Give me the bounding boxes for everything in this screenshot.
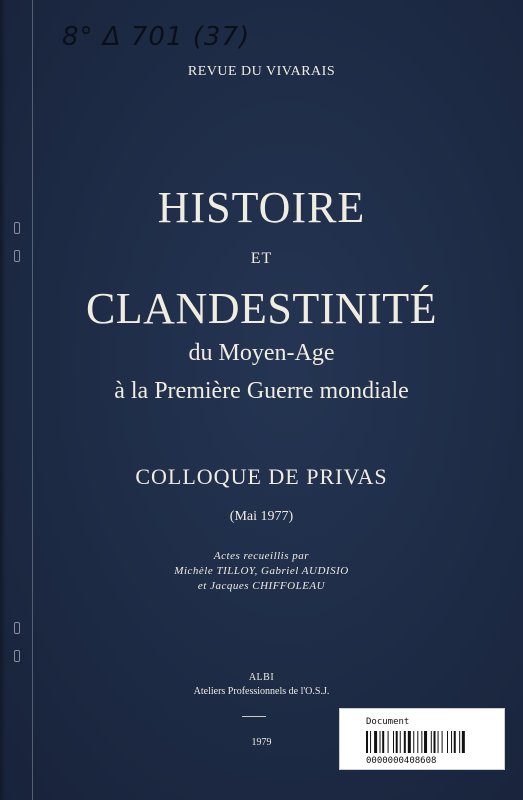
divider bbox=[242, 716, 266, 717]
barcode-bar bbox=[366, 731, 368, 753]
library-barcode-label bbox=[339, 708, 505, 770]
binding-hole-icon bbox=[14, 622, 20, 634]
barcode-bar bbox=[459, 731, 460, 753]
subtitle-line-2: à la Première Guerre mondiale bbox=[114, 378, 409, 404]
barcode-bar bbox=[442, 731, 443, 753]
barcode-bar bbox=[413, 731, 414, 753]
barcode-bar bbox=[417, 731, 418, 753]
barcode-bar bbox=[454, 731, 456, 753]
barcode-bar bbox=[434, 731, 436, 753]
barcode-bar bbox=[431, 731, 432, 753]
barcode-icon bbox=[366, 731, 496, 753]
title-line-2: ET bbox=[250, 250, 273, 267]
publication-year: 1979 bbox=[251, 737, 272, 748]
barcode-bar bbox=[396, 731, 398, 753]
barcode-bar bbox=[400, 731, 401, 753]
title-line-3: CLANDESTINITÉ bbox=[85, 284, 438, 333]
barcode-bar bbox=[380, 731, 381, 753]
barcode-bar bbox=[370, 731, 371, 753]
publisher-name: Ateliers Professionnels de l'O.S.J. bbox=[193, 686, 330, 697]
barcode-bar bbox=[424, 731, 427, 753]
publisher-city: ALBI bbox=[248, 672, 275, 683]
editors-line-2: et Jacques CHIFFOLEAU bbox=[197, 580, 326, 592]
barcode-number: 0000000408608 bbox=[366, 756, 437, 766]
barcode-bar bbox=[388, 731, 389, 753]
binding-hole-icon bbox=[14, 650, 20, 662]
colloquium-name: COLLOQUE DE PRIVAS bbox=[135, 464, 388, 489]
editors-line-1: Michèle TILLOY, Gabriel AUDISIO bbox=[174, 565, 349, 577]
barcode-bar bbox=[447, 731, 448, 753]
barcode-bar bbox=[404, 731, 406, 753]
title-line-1: HISTOIRE bbox=[157, 183, 366, 232]
barcode-bar bbox=[462, 731, 465, 753]
barcode-bar bbox=[393, 731, 394, 753]
barcode-bar bbox=[451, 731, 452, 753]
barcode-bar bbox=[421, 731, 422, 753]
barcode-bar bbox=[374, 731, 377, 753]
barcode-label-title: Document bbox=[366, 717, 410, 727]
editors-intro: Actes recueillis par bbox=[213, 550, 310, 562]
series-title: REVUE DU VIVARAIS bbox=[187, 64, 336, 79]
barcode-bar bbox=[382, 731, 384, 753]
barcode-bar bbox=[438, 731, 439, 753]
colloquium-date: (Mai 1977) bbox=[229, 509, 294, 524]
subtitle-line-1: du Moyen-Age bbox=[188, 340, 335, 366]
barcode-bar bbox=[408, 731, 411, 753]
handwritten-shelfmark: 8° Δ 701 (37) bbox=[62, 22, 251, 52]
